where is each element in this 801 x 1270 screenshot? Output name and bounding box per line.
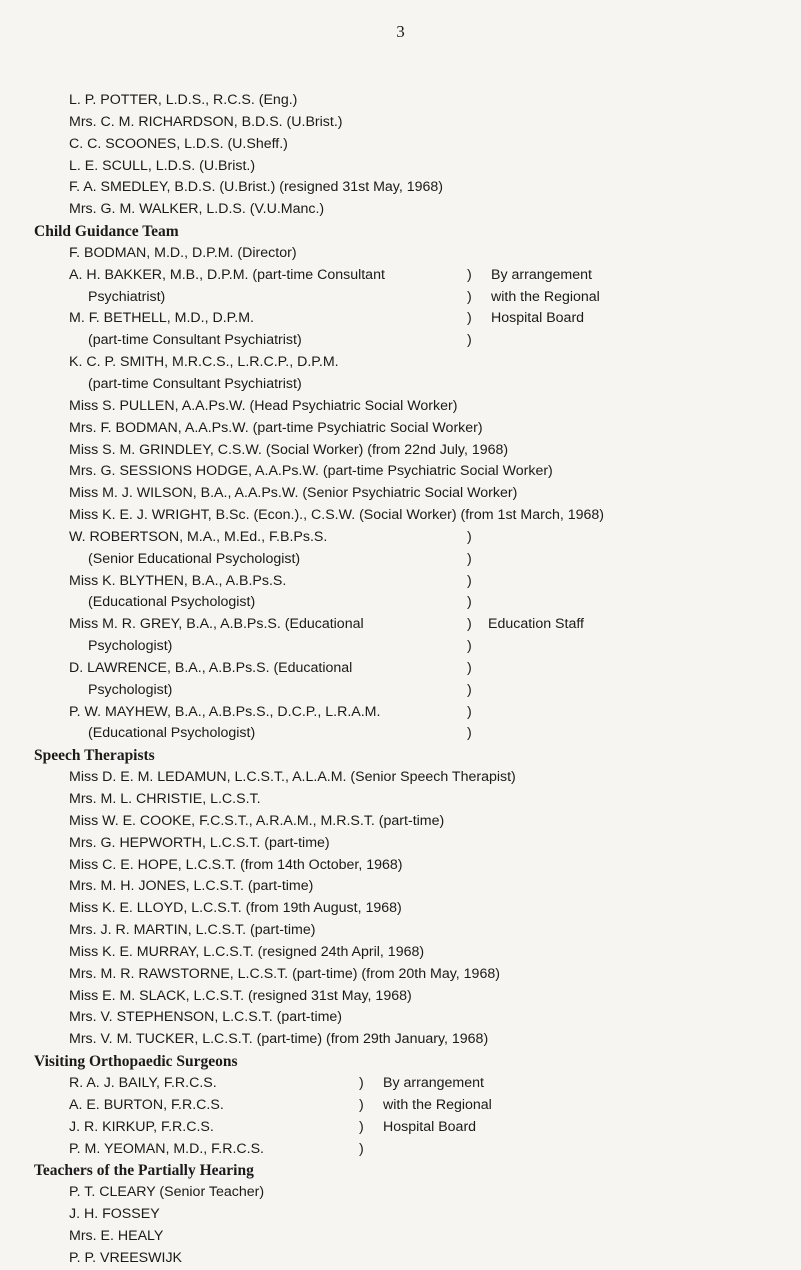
bracket: ) (467, 594, 472, 611)
consultant-note: By arrangement (491, 266, 592, 283)
list-item: Miss K. E. LLOYD, L.C.S.T. (from 19th August, 1968) (69, 900, 402, 917)
surgeon-text: P. M. YEOMAN, M.D., F.R.C.S. (69, 1140, 264, 1157)
consultant-text: Psychiatrist) (88, 288, 166, 305)
page-number: 3 (396, 22, 405, 41)
list-item: Mrs. E. HEALY (69, 1227, 164, 1244)
section-heading-child-guidance: Child Guidance Team (34, 223, 179, 241)
bracket: ) (467, 332, 472, 349)
bracket: ) (467, 638, 472, 655)
consultant-line (0, 287, 801, 309)
surgeon-line (0, 1139, 801, 1161)
list-item: Mrs. M. H. JONES, L.C.S.T. (part-time) (69, 878, 314, 895)
education-staff-note: Education Staff (488, 616, 584, 633)
psychologist-text: Miss M. R. GREY, B.A., A.B.Ps.S. (Educational (69, 616, 364, 633)
list-item: Miss K. E. J. WRIGHT, B.Sc. (Econ.)., C.S.W. (Social Worker) (from 1st March, 1968) (69, 507, 605, 524)
list-item: Mrs. M. R. RAWSTORNE, L.C.S.T. (part-time) (from 20th May, 1968) (69, 965, 500, 982)
psychologist-line (0, 658, 801, 680)
list-item: (part-time Consultant Psychiatrist) (88, 375, 302, 392)
psychologist-line (0, 702, 801, 724)
psychologist-line (0, 527, 801, 549)
psychologist-line (0, 571, 801, 593)
surgeon-text: J. R. KIRKUP, F.R.C.S. (69, 1118, 214, 1135)
list-item: F. BODMAN, M.D., D.P.M. (Director) (69, 244, 297, 261)
bracket: ) (467, 550, 472, 567)
psychologist-line (0, 614, 801, 636)
bracket: ) (467, 616, 472, 633)
psychologist-line (0, 636, 801, 658)
surgeon-note: Hospital Board (383, 1118, 477, 1135)
consultant-line (0, 308, 801, 330)
section-heading-orthopaedic: Visiting Orthopaedic Surgeons (34, 1053, 238, 1071)
bracket: ) (467, 288, 472, 305)
surgeon-line (0, 1095, 801, 1117)
bracket: ) (467, 572, 472, 589)
section-heading-teachers: Teachers of the Partially Hearing (34, 1162, 254, 1180)
psychologist-text: Psychologist) (88, 681, 173, 698)
list-item: Miss D. E. M. LEDAMUN, L.C.S.T., A.L.A.M. (Senior Speech Therapist) (69, 769, 516, 786)
list-item: Mrs. V. M. TUCKER, L.C.S.T. (part-time) (from 29th January, 1968) (69, 1031, 489, 1048)
consultant-line (0, 265, 801, 287)
list-item: Miss C. E. HOPE, L.C.S.T. (from 14th October, 1968) (69, 856, 403, 873)
psychologist-line (0, 723, 801, 745)
list-item: L. P. POTTER, L.D.S., R.C.S. (Eng.) (69, 92, 298, 108)
bracket: ) (359, 1118, 364, 1135)
bracket: ) (359, 1096, 364, 1113)
list-item: F. A. SMEDLEY, B.D.S. (U.Brist.) (resigned 31st May, 1968) (69, 179, 443, 196)
psychologist-line (0, 549, 801, 571)
consultant-note: with the Regional (491, 288, 600, 305)
surgeon-line (0, 1073, 801, 1095)
list-item: Miss M. J. WILSON, B.A., A.A.Ps.W. (Senior Psychiatric Social Worker) (69, 485, 518, 502)
bracket: ) (467, 266, 472, 283)
list-item: Mrs. G. SESSIONS HODGE, A.A.Ps.W. (part-time Psychiatric Social Worker) (69, 463, 553, 480)
list-item: J. H. FOSSEY (69, 1206, 160, 1223)
bracket: ) (467, 528, 472, 545)
psychologist-text: (Educational Psychologist) (88, 725, 256, 742)
surgeon-text: R. A. J. BAILY, F.R.C.S. (69, 1074, 217, 1091)
bracket: ) (359, 1140, 364, 1157)
list-item: Mrs. G. M. WALKER, L.D.S. (V.U.Manc.) (69, 201, 325, 218)
document-body (0, 90, 801, 1270)
bracket: ) (467, 681, 472, 698)
psychologist-text: P. W. MAYHEW, B.A., A.B.Ps.S., D.C.P., L.R.A.M. (69, 703, 381, 720)
psychologist-line (0, 592, 801, 614)
surgeon-note: with the Regional (383, 1096, 492, 1113)
list-item: L. E. SCULL, L.D.S. (U.Brist.) (69, 157, 256, 174)
psychologist-text: (Educational Psychologist) (88, 594, 256, 611)
list-item: Miss E. M. SLACK, L.C.S.T. (resigned 31st May, 1968) (69, 987, 412, 1004)
list-item: P. P. VREESWIJK (69, 1249, 183, 1266)
consultant-text: M. F. BETHELL, M.D., D.P.M. (69, 310, 254, 327)
list-item: Mrs. M. L. CHRISTIE, L.C.S.T. (69, 791, 261, 807)
list-item: Mrs. V. STEPHENSON, L.C.S.T. (part-time) (69, 1009, 343, 1026)
psychologist-text: (Senior Educational Psychologist) (88, 550, 301, 567)
surgeon-note: By arrangement (383, 1074, 484, 1091)
bracket: ) (467, 725, 472, 742)
consultant-note: Hospital Board (491, 310, 585, 327)
surgeon-line (0, 1117, 801, 1139)
psychologist-text: D. LAWRENCE, B.A., A.B.Ps.S. (Educational (69, 659, 353, 676)
list-item: P. T. CLEARY (Senior Teacher) (69, 1184, 265, 1201)
list-item: Miss S. PULLEN, A.A.Ps.W. (Head Psychiatric Social Worker) (69, 397, 458, 414)
list-item: Mrs. J. R. MARTIN, L.C.S.T. (part-time) (69, 922, 316, 939)
list-item: Mrs. F. BODMAN, A.A.Ps.W. (part-time Psychiatric Social Worker) (69, 419, 483, 436)
list-item: Miss K. E. MURRAY, L.C.S.T. (resigned 24th April, 1968) (69, 943, 425, 960)
psychologist-text: Miss K. BLYTHEN, B.A., A.B.Ps.S. (69, 572, 287, 589)
list-item: C. C. SCOONES, L.D.S. (U.Sheff.) (69, 135, 288, 152)
consultant-line (0, 330, 801, 352)
list-item: Mrs. G. HEPWORTH, L.C.S.T. (part-time) (69, 834, 330, 851)
bracket: ) (467, 659, 472, 676)
surgeon-text: A. E. BURTON, F.R.C.S. (69, 1096, 224, 1113)
bracket: ) (467, 703, 472, 720)
psychologist-text: Psychologist) (88, 638, 173, 655)
psychologist-line (0, 680, 801, 702)
bracket: ) (467, 310, 472, 327)
consultant-text: A. H. BAKKER, M.B., D.P.M. (part-time Consultant (69, 266, 385, 283)
bracket: ) (359, 1074, 364, 1091)
section-heading-speech-therapists: Speech Therapists (34, 747, 155, 765)
psychologist-text: W. ROBERTSON, M.A., M.Ed., F.B.Ps.S. (69, 528, 328, 545)
list-item: K. C. P. SMITH, M.R.C.S., L.R.C.P., D.P.M. (69, 354, 339, 371)
list-item: Miss W. E. COOKE, F.C.S.T., A.R.A.M., M.R.S.T. (part-time) (69, 812, 445, 829)
consultant-text: (part-time Consultant Psychiatrist) (88, 332, 302, 349)
list-item: Miss S. M. GRINDLEY, C.S.W. (Social Worker) (from 22nd July, 1968) (69, 441, 509, 458)
list-item: Mrs. C. M. RICHARDSON, B.D.S. (U.Brist.) (69, 113, 343, 130)
